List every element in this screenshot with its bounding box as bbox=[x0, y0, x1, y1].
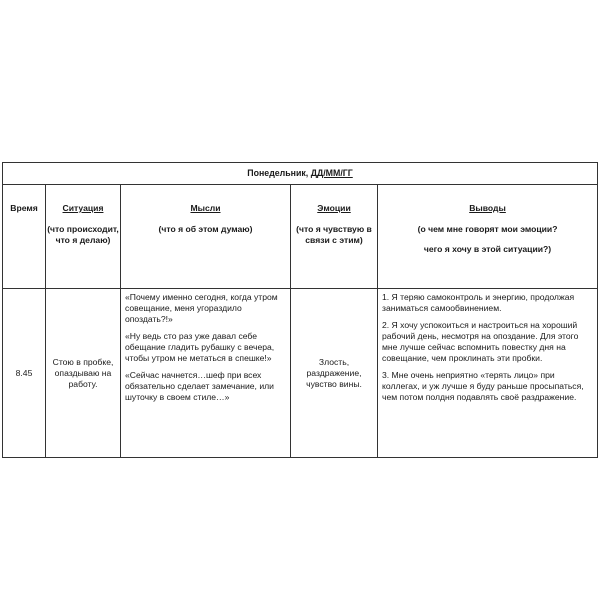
entry-situation: Стою в пробке, опаздываю на работу. bbox=[46, 289, 121, 458]
entry-emotions: Злость, раздражение, чувство вины. bbox=[291, 289, 378, 458]
header-conclusions-label: Выводы bbox=[469, 203, 506, 213]
header-situation-label: Ситуация bbox=[62, 203, 104, 213]
header-situation bbox=[46, 185, 121, 289]
header-conclusions-sub2: чего я хочу в этой ситуации?) bbox=[423, 244, 552, 254]
header-time-label: Время bbox=[10, 203, 38, 213]
emotion-diary-table bbox=[2, 162, 598, 458]
thought-item: «Ну ведь сто раз уже давал себе обещание гладить рубашку с вечера, чтобы утром не метаться в спешке!» bbox=[125, 331, 275, 363]
header-row bbox=[3, 185, 598, 289]
conclusion-item: 2. Я хочу успокоиться и настроиться на хороший рабочий день, несмотря на опоздание. Для этого мне лучше сейчас вспомнить повестку дня на совещание, чем проклинать эти пробки. bbox=[382, 320, 579, 363]
thought-item: «Сейчас начнется…шеф при всех обязательно сделает замечание, или шуточку в своем стиле…» bbox=[125, 370, 274, 402]
header-emotions bbox=[291, 185, 378, 289]
title-date: ДД/ММ/ГГ bbox=[310, 167, 353, 178]
header-thoughts bbox=[121, 185, 291, 289]
diary-title bbox=[3, 163, 598, 185]
header-time bbox=[3, 185, 46, 289]
header-thoughts-sub: (что я об этом думаю) bbox=[158, 224, 253, 234]
entry-row bbox=[3, 289, 598, 458]
header-conclusions-sub1: (о чем мне говорят мои эмоции? bbox=[417, 224, 558, 234]
conclusion-item: 1. Я теряю самоконтроль и энергию, продолжая заниматься самообвинением. bbox=[382, 292, 575, 313]
entry-conclusions bbox=[378, 289, 598, 458]
conclusion-item: 3. Мне очень неприятно «терять лицо» при коллегах, и уж лучше я буду раньше просыпаться, чем потом полдня подавлять своё раздражение. bbox=[382, 370, 584, 402]
entry-thoughts bbox=[121, 289, 291, 458]
header-emotions-sub: (что я чувствую в связи с этим) bbox=[296, 224, 372, 245]
header-conclusions bbox=[378, 185, 598, 289]
header-emotions-label: Эмоции bbox=[317, 203, 351, 213]
title-day: Понедельник, bbox=[247, 167, 309, 178]
title-row bbox=[3, 163, 598, 185]
thought-item: «Почему именно сегодня, когда утром совещание, меня угораздило опоздать?!» bbox=[125, 292, 278, 324]
entry-time: 8.45 bbox=[3, 289, 46, 458]
header-situation-sub: (что происходит, что я делаю) bbox=[47, 224, 119, 245]
header-thoughts-label: Мысли bbox=[190, 203, 221, 213]
